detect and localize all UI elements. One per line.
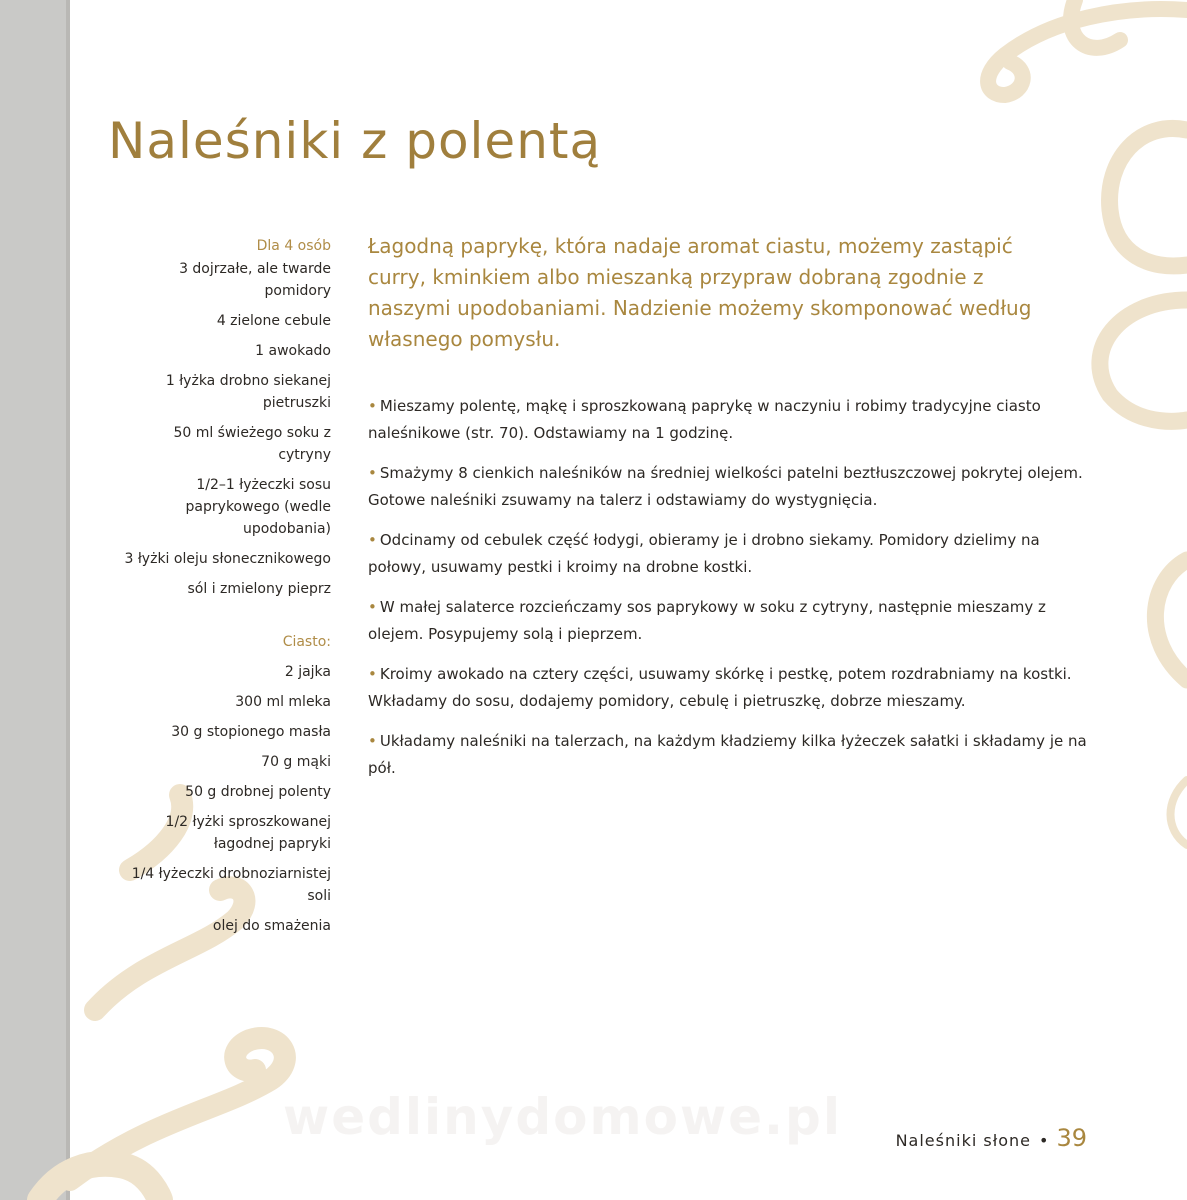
swirl-bottom-corner (40, 1164, 160, 1200)
step-item (368, 460, 1088, 514)
ingredients-list (120, 235, 331, 945)
step-item (368, 527, 1088, 581)
bullet-icon: • (368, 397, 377, 415)
separator-dot: • (1039, 1131, 1049, 1150)
dough-header: Ciasto: (282, 634, 331, 650)
recipe-intro: Łagodną paprykę, która nadaje aromat ciastu, możemy zastąpić curry, kminkiem albo mieszanką przypraw dobraną zgodnie z naszymi upodobaniami. Nadzienie możemy skomponować według własnego pomysłu. (368, 234, 1032, 351)
ingredient-item: 4 zielone cebule (216, 313, 331, 329)
ingredient-item: 1/4 łyżeczki drobnoziarnistej soli (131, 866, 331, 904)
step-item (368, 728, 1088, 782)
ingredient-item: 3 dojrzałe, ale twarde pomidory (179, 261, 331, 299)
page-number: 39 (1056, 1124, 1087, 1152)
step-item (368, 594, 1088, 648)
ingredient-item: 2 jajka (284, 664, 331, 680)
ingredient-item: 70 g mąki (261, 754, 331, 770)
ingredient-item: 1 łyżka drobno siekanej pietruszki (165, 373, 331, 411)
page-footer (896, 1124, 1087, 1152)
bullet-icon: • (368, 665, 377, 683)
ingredient-item: 1/2–1 łyżeczki sosu paprykowego (wedle upodobania) (185, 477, 331, 537)
bullet-icon: • (368, 732, 377, 750)
step-text: W małej salaterce rozcieńczamy sos paprykowy w soku z cytryny, następnie mieszamy z olejem. Posypujemy solą i pieprzem. (368, 598, 1046, 643)
ingredient-item: 1/2 łyżki sproszkowanej łagodnej papryki (165, 814, 331, 852)
step-item (368, 393, 1088, 447)
ingredient-item: 3 łyżki oleju słonecznikowego (124, 551, 331, 567)
ingredient-item: 300 ml mleka (235, 694, 331, 710)
bullet-icon: • (368, 464, 377, 482)
recipe-title: Naleśniki z polentą (108, 112, 602, 170)
ingredient-item: 50 g drobnej polenty (185, 784, 331, 800)
section-name: Naleśniki słone (895, 1131, 1032, 1150)
bullet-icon: • (368, 531, 377, 549)
ingredient-item: olej do smażenia (212, 918, 331, 934)
servings-label: Dla 4 osób (256, 238, 331, 254)
swirl-top-right (988, 0, 1187, 95)
step-item (368, 661, 1088, 715)
ingredient-item: 50 ml świeżego soku z cytryny (173, 425, 331, 463)
swirl-right-small (1171, 780, 1187, 845)
step-text: Kroimy awokado na cztery części, usuwamy skórkę i pestkę, potem rozdrabniamy na kostki. Wkładamy do sosu, dodajemy pomidory, cebulę i pietruszkę, dobrze mieszamy. (368, 665, 1072, 710)
step-text: Mieszamy polentę, mąkę i sproszkowaną paprykę w naczyniu i robimy tradycyjne ciasto naleśnikowe (str. 70). Odstawiamy na 1 godzinę. (368, 397, 1041, 442)
ingredient-item: sól i zmielony pieprz (187, 581, 331, 597)
preparation-steps (368, 393, 1088, 795)
ingredient-item: 1 awokado (255, 343, 331, 359)
ingredient-item: 30 g stopionego masła (171, 724, 331, 740)
step-text: Układamy naleśniki na talerzach, na każdym kładziemy kilka łyżeczek sałatki i składamy je na pół. (368, 732, 1087, 777)
step-text: Smażymy 8 cienkich naleśników na średniej wielkości patelni beztłuszczowej pokrytej olejem. Gotowe naleśniki zsuwamy na talerz i odstawiamy do wystygnięcia. (368, 464, 1083, 509)
swirl-right-large (1100, 128, 1187, 680)
bullet-icon: • (368, 598, 377, 616)
watermark: wedlinydomowe.pl (283, 1088, 842, 1146)
step-text: Odcinamy od cebulek część łodygi, obieramy je i drobno siekamy. Pomidory dzielimy na połowy, usuwamy pestki i kroimy na drobne kostki. (368, 531, 1040, 576)
